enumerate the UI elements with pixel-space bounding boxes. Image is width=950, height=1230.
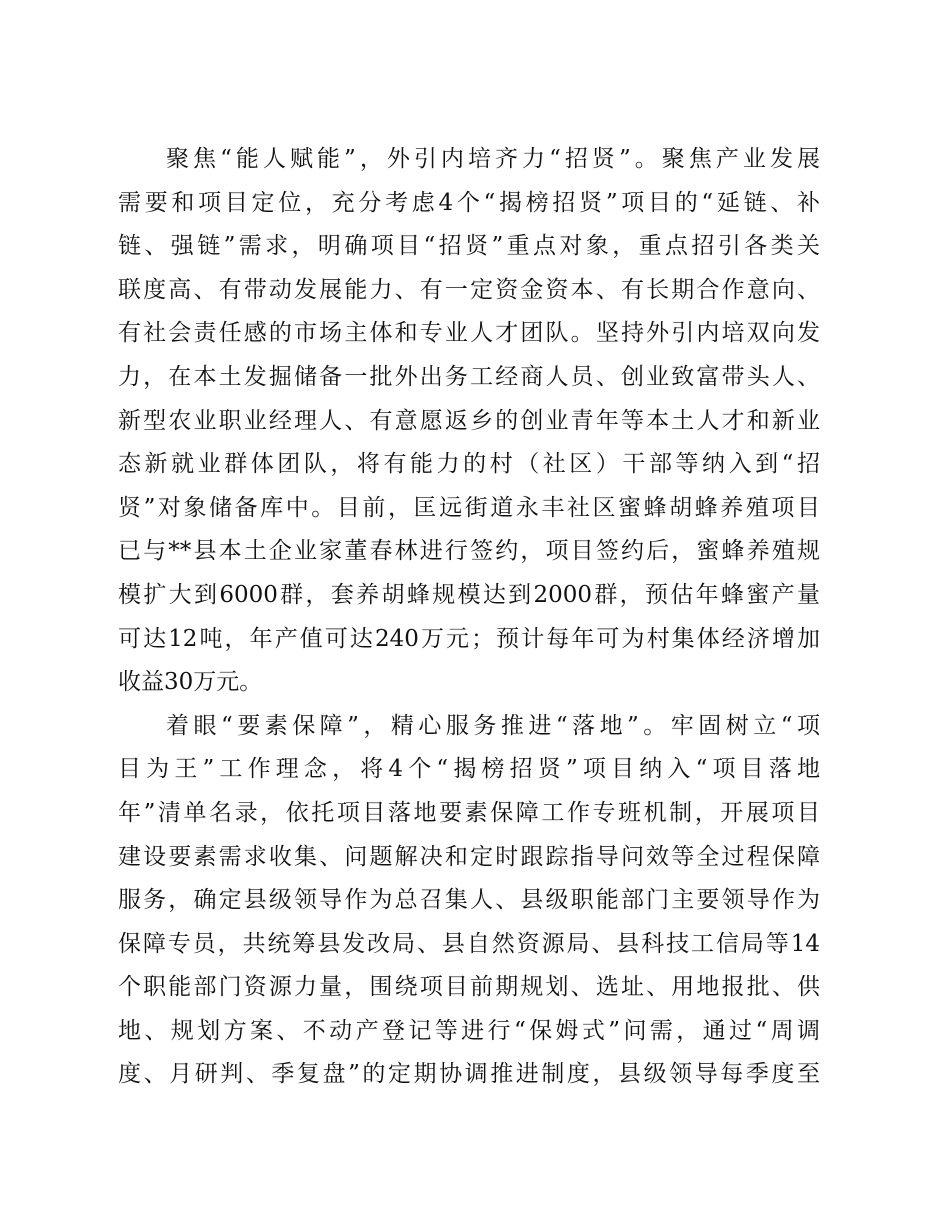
text-line: 保障专员，共统筹县发改局、县自然资源局、县科技工信局等14 xyxy=(118,930,820,957)
text-line: 目为王”工作理念，将4个“揭榜招贤”项目纳入“项目落地 xyxy=(118,756,820,783)
text-line: 有社会责任感的市场主体和专业人才团队。坚持外引内培双向发 xyxy=(118,320,820,347)
text-line: 着眼“要素保障”，精心服务推进“落地”。牢固树立“项 xyxy=(166,712,820,739)
text-line: 聚焦“能人赋能”，外引内培齐力“招贤”。聚焦产业发展 xyxy=(166,146,820,172)
text-line: 可达12吨，年产值可达240万元；预计每年可为村集体经济增加 xyxy=(118,625,820,652)
paragraph-factor-guarantee xyxy=(118,705,820,1097)
text-line: 链、强链”需求，明确项目“招贤”重点对象，重点招引各类关 xyxy=(118,233,820,260)
document-body xyxy=(118,138,820,1097)
text-line: 个职能部门资源力量，围绕项目前期规划、选址、用地报批、供 xyxy=(118,974,820,1001)
text-line: 建设要素需求收集、问题解决和定时跟踪指导问效等全过程保障 xyxy=(118,843,820,870)
text-line: 力，在本土发掘储备一批外出务工经商人员、创业致富带头人、 xyxy=(118,363,820,390)
text-line: 年”清单名录，依托项目落地要素保障工作专班机制，开展项目 xyxy=(118,799,820,826)
text-line: 模扩大到6000群，套养胡蜂规模达到2000群，预估年蜂蜜产量 xyxy=(118,581,820,608)
text-line: 收益30万元。 xyxy=(118,669,263,696)
text-line: 已与**县本土企业家董春林进行签约，项目签约后，蜜蜂养殖规 xyxy=(118,538,820,565)
text-line: 服务，确定县级领导作为总召集人、县级职能部门主要领导作为 xyxy=(118,887,820,914)
text-line: 态新就业群体团队，将有能力的村（社区）干部等纳入到“招 xyxy=(118,451,820,478)
text-line: 地、规划方案、不动产登记等进行“保姆式”问需，通过“周调 xyxy=(118,1017,820,1044)
text-line: 新型农业职业经理人、有意愿返乡的创业青年等本土人才和新业 xyxy=(118,407,820,434)
paragraph-talent-recruitment xyxy=(118,138,820,705)
text-line: 需要和项目定位，充分考虑4个“揭榜招贤”项目的“延链、补 xyxy=(118,189,820,216)
text-line: 度、月研判、季复盘”的定期协调推进制度，县级领导每季度至 xyxy=(118,1061,820,1088)
text-line: 联度高、有带动发展能力、有一定资金资本、有长期合作意向、 xyxy=(118,276,820,303)
text-line: 贤”对象储备库中。目前，匡远街道永丰社区蜜蜂胡蜂养殖项目 xyxy=(118,494,820,521)
